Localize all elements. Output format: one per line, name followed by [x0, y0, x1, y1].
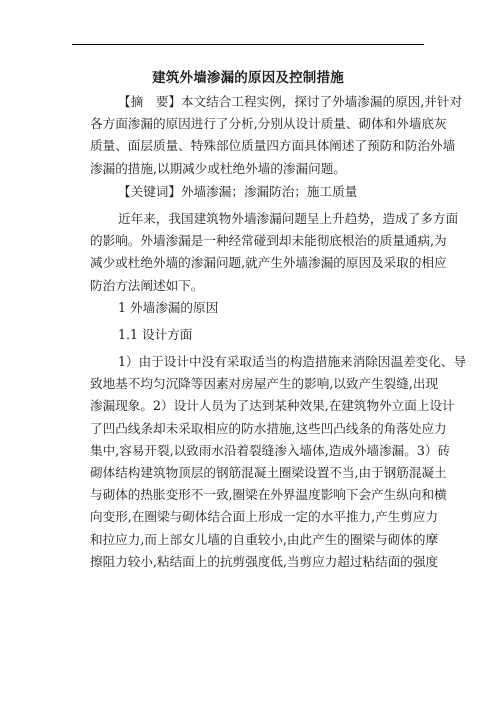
keywords-paragraph [90, 181, 426, 203]
body-line: 砌体结构建筑物顶层的钢筋混凝土圈梁设置不当,由于钢筋混凝土 [90, 464, 447, 480]
body-line: 擦阻力较小,粘结面上的抗剪强度低,当剪应力超过粘结面的强度 [90, 553, 439, 569]
intro-line: 近年来，我国建筑物外墙渗漏问题呈上升趋势，造成了多方面 [118, 211, 459, 226]
body-line: 和拉应力,而上部女儿墙的自重较小,由此产生的圈梁与砌体的摩 [90, 531, 439, 547]
article-title: 建筑外墙渗漏的原因及控制措施 [152, 70, 344, 86]
abstract-line: 【摘 要】本文结合工程实例，探讨了外墙渗漏的原因,并针对 [118, 94, 463, 109]
subsection-heading [90, 324, 426, 346]
abstract-line: 质量、面层质量、特殊部位质量四方面具体阐述了预防和防治外墙 [90, 138, 456, 154]
body-line: 致地基不均匀沉降等因素对房屋产生的影响,以致产生裂缝,出现 [90, 376, 439, 392]
body-line: 1）由于设计中没有采取适当的构造措施来消除因温差变化、导 [118, 354, 467, 369]
section-1-1-heading: 1.1 设计方面 [118, 327, 193, 342]
body-paragraph [90, 351, 467, 573]
body-line: 向变形,在圈梁与砌体结合面上形成一定的水平推力,产生剪应力 [90, 509, 439, 525]
intro-line: 减少或杜绝外墙的渗漏问题,就产生外墙渗漏的原因及采取的相应 [90, 255, 447, 271]
keywords-line: 【关键词】外墙渗漏；渗漏防治；施工质量 [118, 184, 358, 199]
body-line: 了凹凸线条却未采取相应的防水措施,这些凹凸线条的角落处应力 [90, 420, 447, 436]
intro-paragraph [90, 208, 459, 297]
body-line: 集中,容易开裂,以致雨水沿着裂缝渗入墙体,造成外墙渗漏。3）砖 [90, 442, 451, 458]
intro-line: 防治方法阐述如下。 [90, 277, 204, 293]
abstract-line: 渗漏的措施,以期减少或杜绝外墙的渗漏问题。 [90, 160, 346, 176]
section-1-heading: 1 外墙渗漏的原因 [118, 300, 219, 315]
section-heading [90, 297, 426, 319]
body-line: 渗漏现象。2）设计人员为了达到某种效果,在建筑物外立面上设计 [90, 398, 455, 414]
abstract-line: 各方面渗漏的原因进行了分析,分别从设计质量、砌体和外墙底灰 [90, 116, 447, 132]
abstract-paragraph [90, 91, 463, 180]
header-rule [72, 44, 424, 45]
body-line: 与砌体的热胀变形不一致,圈梁在外界温度影响下会产生纵向和横 [90, 487, 447, 503]
intro-line: 的影响。外墙渗漏是一种经常碰到却未能彻底根治的质量通病,为 [90, 233, 447, 249]
